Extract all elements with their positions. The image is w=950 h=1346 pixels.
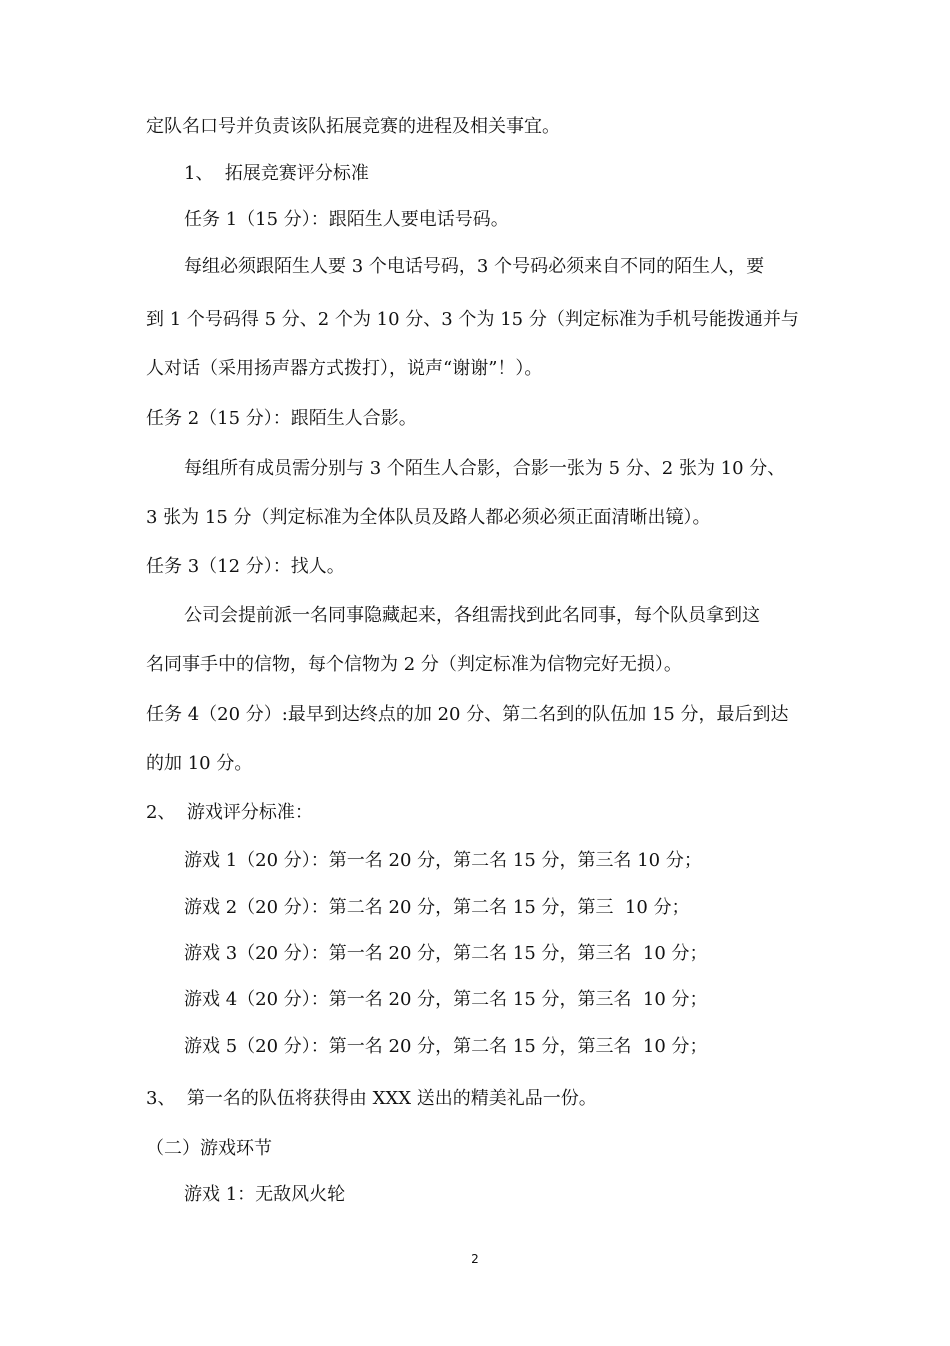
paragraph-line: 公司会提前派一名同事隐藏起来，各组需找到此名同事，每个队员拿到这 <box>184 605 760 626</box>
section-heading: 2、 游戏评分标准： <box>146 802 313 823</box>
game-heading: 游戏 1：无敌风火轮 <box>184 1184 346 1205</box>
task-heading: 任务 4（20 分）:最早到达终点的加 20 分、第二名到的队伍加 15 分，最后到达 <box>146 704 789 725</box>
section-heading: 3、 第一名的队伍将获得由 XXX 送出的精美礼品一份。 <box>146 1088 597 1109</box>
paragraph-line: 每组所有成员需分别与 3 个陌生人合影，合影一张为 5 分、2 张为 10 分、 <box>184 458 786 479</box>
paragraph-line: 到 1 个号码得 5 分、2 个为 10 分、3 个为 15 分（判定标准为手机号能拨通并与 <box>146 309 799 330</box>
task-heading: 任务 1（15 分）：跟陌生人要电话号码。 <box>184 209 509 230</box>
task-heading: 任务 3（12 分）：找人。 <box>146 556 345 577</box>
paragraph-line: 3 张为 15 分（判定标准为全体队员及路人都必须必须正面清晰出镜）。 <box>146 507 711 528</box>
section-heading: 1、 拓展竞赛评分标准 <box>184 163 369 184</box>
paragraph-line: 每组必须跟陌生人要 3 个电话号码，3 个号码必须来自不同的陌生人，要 <box>184 256 765 277</box>
list-item: 游戏 1（20 分）：第一名 20 分，第二名 15 分，第三名 10 分； <box>184 850 702 871</box>
paragraph-line: 人对话（采用扬声器方式拨打），说声“谢谢”！）。 <box>146 358 543 379</box>
list-item: 游戏 2（20 分）：第二名 20 分，第二名 15 分，第三 10 分； <box>184 897 690 918</box>
list-item: 游戏 3（20 分）：第一名 20 分，第二名 15 分，第三名 10 分； <box>184 943 708 964</box>
list-item: 游戏 4（20 分）：第一名 20 分，第二名 15 分，第三名 10 分； <box>184 989 708 1010</box>
page-number: 2 <box>471 1252 479 1266</box>
paragraph-line: 的加 10 分。 <box>146 753 253 774</box>
list-item: 游戏 5（20 分）：第一名 20 分，第二名 15 分，第三名 10 分； <box>184 1036 708 1057</box>
section-heading: （二）游戏环节 <box>146 1138 272 1159</box>
paragraph-line: 名同事手中的信物，每个信物为 2 分（判定标准为信物完好无损）。 <box>146 654 682 675</box>
task-heading: 任务 2（15 分）：跟陌生人合影。 <box>146 408 417 429</box>
paragraph-line: 定队名口号并负责该队拓展竞赛的进程及相关事宜。 <box>146 116 560 137</box>
